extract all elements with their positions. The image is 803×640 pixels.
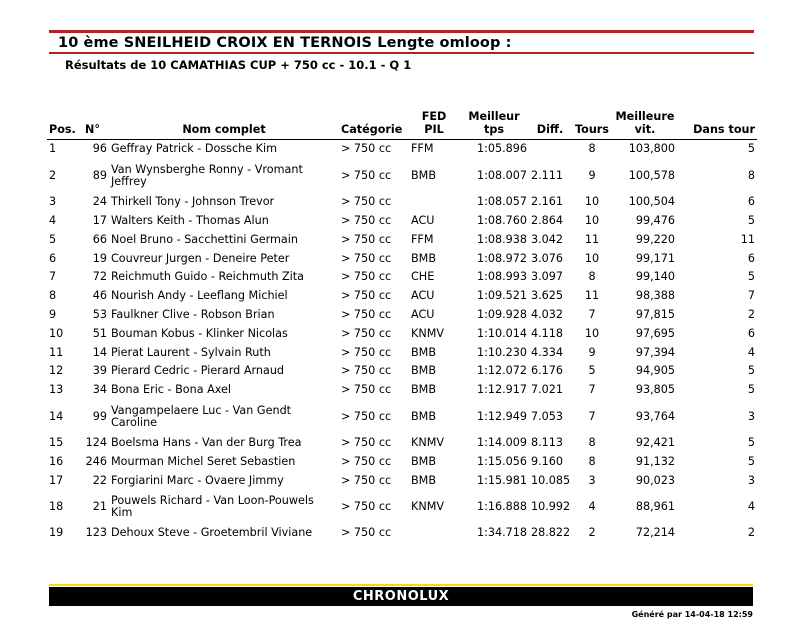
cell-category: > 750 cc [341, 499, 392, 513]
cell-best-speed: 97,815 [635, 307, 675, 321]
cell-in-lap: 3 [747, 473, 755, 487]
cell-best-time: 1:08.057 [476, 195, 527, 209]
cell-pos: 3 [49, 195, 57, 209]
cell-in-lap: 7 [747, 289, 755, 303]
cell-best-time: 1:12.949 [476, 409, 527, 423]
table-row [47, 212, 757, 231]
cell-category: > 750 cc [341, 435, 392, 449]
cell-num: 246 [85, 454, 107, 468]
cell-best-speed: 97,695 [635, 326, 675, 340]
cell-name: Boelsma Hans - Van der Burg Trea [111, 435, 302, 449]
cell-laps: 8 [588, 435, 596, 449]
cell-name: Reichmuth Guido - Reichmuth Zita [111, 270, 305, 284]
cell-in-lap: 6 [747, 326, 755, 340]
cell-laps: 10 [584, 195, 600, 209]
cell-diff: 6.176 [531, 364, 564, 378]
cell-best-time: 1:34.718 [476, 526, 527, 540]
cell-diff: 2.864 [531, 213, 564, 227]
cell-category: > 750 cc [341, 168, 392, 182]
cell-name: Van Wynsberghe Ronny - Vromant Jeffrey [111, 162, 303, 188]
cell-name: Vangampelaere Luc - Van Gendt Caroline [111, 403, 292, 429]
table-row [47, 306, 757, 325]
cell-num: 123 [85, 526, 107, 540]
cell-diff: 4.334 [531, 345, 564, 359]
cell-laps: 7 [588, 307, 596, 321]
cell-best-time: 1:09.521 [476, 289, 527, 303]
cell-laps: 10 [584, 213, 600, 227]
cell-diff: 10.085 [531, 473, 571, 487]
col-header-pos: Pos. [47, 110, 83, 140]
generated-timestamp: Généré par 14-04-18 12:59 [631, 610, 753, 619]
cell-laps: 10 [584, 326, 600, 340]
cell-best-time: 1:08.760 [476, 213, 527, 227]
cell-best-speed: 88,961 [635, 499, 675, 513]
results-body [47, 140, 757, 543]
cell-in-lap: 4 [747, 345, 755, 359]
table-row [47, 193, 757, 212]
table-row [47, 524, 757, 543]
table-row [47, 434, 757, 453]
cell-in-lap: 5 [747, 383, 755, 397]
cell-in-lap: 6 [747, 195, 755, 209]
col-header-in-lap: Dans tour [677, 110, 757, 140]
cell-category: > 750 cc [341, 289, 392, 303]
cell-fed: BMB [411, 345, 437, 359]
table-row [47, 362, 757, 381]
cell-num: 72 [92, 270, 107, 284]
cell-name: Pierat Laurent - Sylvain Ruth [111, 345, 271, 359]
cell-diff: 28.822 [531, 526, 571, 540]
cell-diff: 3.625 [531, 289, 564, 303]
cell-num: 51 [92, 326, 107, 340]
cell-best-speed: 97,394 [635, 345, 675, 359]
cell-best-speed: 100,504 [628, 195, 675, 209]
cell-category: > 750 cc [341, 232, 392, 246]
cell-best-time: 1:08.993 [476, 270, 527, 284]
table-row [47, 159, 757, 193]
cell-best-time: 1:09.928 [476, 307, 527, 321]
cell-name: Forgiarini Marc - Ovaere Jimmy [111, 473, 284, 487]
cell-best-time: 1:08.972 [476, 251, 527, 265]
cell-num: 96 [92, 142, 107, 156]
cell-name: Bona Eric - Bona Axel [111, 383, 232, 397]
cell-diff: 3.042 [531, 232, 564, 246]
cell-num: 99 [92, 409, 107, 423]
cell-name: Thirkell Tony - Johnson Trevor [111, 195, 275, 209]
title-top-rule [49, 30, 754, 33]
table-row [47, 471, 757, 490]
cell-pos: 5 [49, 232, 57, 246]
cell-num: 66 [92, 232, 107, 246]
cell-best-time: 1:15.981 [476, 473, 527, 487]
cell-num: 53 [92, 307, 107, 321]
cell-name: Nourish Andy - Leeflang Michiel [111, 289, 288, 303]
table-row [47, 249, 757, 268]
cell-num: 34 [92, 383, 107, 397]
cell-name: Mourman Michel Seret Sebastien [111, 454, 296, 468]
cell-pos: 7 [49, 270, 57, 284]
cell-fed: BMB [411, 383, 437, 397]
cell-fed: BMB [411, 409, 437, 423]
cell-fed: ACU [411, 213, 435, 227]
cell-best-speed: 98,388 [635, 289, 675, 303]
cell-laps: 2 [588, 526, 596, 540]
cell-in-lap: 5 [747, 270, 755, 284]
cell-pos: 18 [49, 499, 64, 513]
table-row [47, 140, 757, 159]
cell-best-time: 1:10.014 [476, 326, 527, 340]
cell-pos: 9 [49, 307, 57, 321]
cell-pos: 12 [49, 364, 64, 378]
cell-pos: 15 [49, 435, 64, 449]
col-header-diff: Diff. [529, 110, 571, 140]
col-header-name: Nom complet [109, 110, 339, 140]
table-row [47, 324, 757, 343]
page-subtitle: Résultats de 10 CAMATHIAS CUP + 750 cc - 10.1 - Q 1 [65, 58, 412, 72]
cell-in-lap: 2 [747, 307, 755, 321]
cell-in-lap: 3 [747, 409, 755, 423]
col-header-fed: FED PIL [409, 110, 459, 140]
cell-num: 19 [92, 251, 107, 265]
cell-best-speed: 103,800 [628, 142, 675, 156]
cell-in-lap: 5 [747, 454, 755, 468]
cell-best-time: 1:14.009 [476, 435, 527, 449]
cell-best-speed: 72,214 [635, 526, 675, 540]
cell-category: > 750 cc [341, 326, 392, 340]
cell-name: Geffray Patrick - Dossche Kim [111, 142, 278, 156]
cell-fed: CHE [411, 270, 435, 284]
cell-laps: 5 [588, 364, 596, 378]
cell-num: 46 [92, 289, 107, 303]
cell-diff [529, 140, 571, 159]
cell-name: Dehoux Steve - Groetembril Viviane [111, 526, 313, 540]
cell-category: > 750 cc [341, 409, 392, 423]
cell-category: > 750 cc [341, 454, 392, 468]
cell-name: Bouman Kobus - Klinker Nicolas [111, 326, 288, 340]
col-header-best-time: Meilleur tps [459, 110, 529, 140]
cell-fed [409, 524, 459, 543]
cell-name: Couvreur Jurgen - Deneire Peter [111, 251, 290, 265]
cell-laps: 3 [588, 473, 596, 487]
footer-brand: CHRONOLUX [49, 587, 753, 606]
cell-in-lap: 4 [747, 499, 755, 513]
cell-fed: BMB [411, 251, 437, 265]
cell-category: > 750 cc [341, 473, 392, 487]
cell-fed: KNMV [411, 499, 445, 513]
cell-in-lap: 11 [740, 232, 755, 246]
cell-laps: 11 [584, 232, 600, 246]
cell-in-lap: 5 [747, 142, 755, 156]
cell-num: 39 [92, 364, 107, 378]
cell-name: Faulkner Clive - Robson Brian [111, 307, 275, 321]
cell-laps: 9 [588, 168, 596, 182]
cell-pos: 17 [49, 473, 64, 487]
cell-diff: 4.032 [531, 307, 564, 321]
cell-fed: BMB [411, 473, 437, 487]
cell-best-time: 1:12.917 [476, 383, 527, 397]
cell-fed [409, 193, 459, 212]
cell-name: Pierard Cedric - Pierard Arnaud [111, 364, 285, 378]
cell-laps: 8 [588, 454, 596, 468]
cell-category: > 750 cc [341, 270, 392, 284]
cell-fed: KNMV [411, 326, 445, 340]
cell-diff: 3.076 [531, 251, 564, 265]
cell-category: > 750 cc [341, 345, 392, 359]
cell-category: > 750 cc [341, 213, 392, 227]
cell-best-speed: 90,023 [635, 473, 675, 487]
cell-best-speed: 92,421 [635, 435, 675, 449]
cell-laps: 4 [588, 499, 596, 513]
cell-best-time: 1:05.896 [476, 142, 527, 156]
col-header-laps: Tours [571, 110, 613, 140]
table-header-row [47, 110, 757, 140]
cell-best-time: 1:10.230 [476, 345, 527, 359]
cell-name: Walters Keith - Thomas Alun [111, 213, 269, 227]
cell-best-speed: 93,805 [635, 383, 675, 397]
cell-best-speed: 94,905 [635, 364, 675, 378]
cell-laps: 8 [588, 142, 596, 156]
cell-num: 21 [92, 499, 107, 513]
col-header-best-speed: Meilleure vit. [613, 110, 677, 140]
footer-rule [49, 584, 753, 586]
page-title: 10 ème SNEILHEID CROIX EN TERNOIS Lengte omloop : [58, 35, 512, 51]
cell-pos: 1 [49, 142, 57, 156]
cell-fed: ACU [411, 289, 435, 303]
cell-pos: 6 [49, 251, 57, 265]
cell-diff: 7.021 [531, 383, 564, 397]
cell-category: > 750 cc [341, 383, 392, 397]
cell-num: 17 [92, 213, 107, 227]
table-row [47, 381, 757, 400]
cell-diff: 2.161 [531, 195, 564, 209]
cell-category: > 750 cc [341, 307, 392, 321]
cell-category: > 750 cc [341, 195, 392, 209]
cell-laps: 7 [588, 383, 596, 397]
cell-in-lap: 5 [747, 213, 755, 227]
cell-category: > 750 cc [341, 251, 392, 265]
cell-pos: 13 [49, 383, 64, 397]
cell-fed: BMB [411, 454, 437, 468]
cell-pos: 19 [49, 526, 64, 540]
cell-diff: 8.113 [531, 435, 564, 449]
cell-best-speed: 99,220 [635, 232, 675, 246]
cell-best-speed: 99,476 [635, 213, 675, 227]
cell-diff: 7.053 [531, 409, 564, 423]
cell-laps: 7 [588, 409, 596, 423]
cell-in-lap: 6 [747, 251, 755, 265]
cell-pos: 10 [49, 326, 64, 340]
cell-fed: ACU [411, 307, 435, 321]
cell-category: > 750 cc [341, 142, 392, 156]
table-row [47, 343, 757, 362]
cell-diff: 10.992 [531, 499, 571, 513]
cell-pos: 2 [49, 168, 57, 182]
cell-best-speed: 100,578 [628, 168, 675, 182]
cell-pos: 4 [49, 213, 57, 227]
cell-num: 22 [92, 473, 107, 487]
cell-category: > 750 cc [341, 364, 392, 378]
cell-best-time: 1:12.072 [476, 364, 527, 378]
cell-fed: BMB [411, 168, 437, 182]
results-table [47, 110, 757, 543]
col-header-category: Catégorie [339, 110, 409, 140]
cell-diff: 2.111 [531, 168, 564, 182]
table-row [47, 400, 757, 434]
cell-num: 124 [85, 435, 107, 449]
cell-laps: 8 [588, 270, 596, 284]
cell-name: Noel Bruno - Sacchettini Germain [111, 232, 298, 246]
cell-laps: 9 [588, 345, 596, 359]
cell-best-time: 1:08.007 [476, 168, 527, 182]
cell-laps: 11 [584, 289, 600, 303]
cell-pos: 14 [49, 409, 64, 423]
cell-name: Pouwels Richard - Van Loon-Pouwels Kim [111, 493, 314, 519]
table-row [47, 230, 757, 249]
cell-category: > 750 cc [341, 526, 392, 540]
col-header-num: N° [83, 110, 109, 140]
table-row [47, 490, 757, 524]
cell-best-time: 1:15.056 [476, 454, 527, 468]
cell-best-speed: 93,764 [635, 409, 675, 423]
cell-fed: FFM [411, 232, 434, 246]
cell-best-time: 1:08.938 [476, 232, 527, 246]
cell-best-speed: 91,132 [635, 454, 675, 468]
title-bottom-rule [49, 52, 754, 54]
cell-best-time: 1:16.888 [476, 499, 527, 513]
cell-diff: 9.160 [531, 454, 564, 468]
cell-fed: KNMV [411, 435, 445, 449]
table-row [47, 452, 757, 471]
cell-best-speed: 99,171 [635, 251, 675, 265]
cell-diff: 4.118 [531, 326, 564, 340]
cell-in-lap: 5 [747, 364, 755, 378]
cell-pos: 8 [49, 289, 57, 303]
cell-laps: 10 [584, 251, 600, 265]
table-row [47, 287, 757, 306]
cell-in-lap: 2 [747, 526, 755, 540]
cell-fed: FFM [411, 142, 434, 156]
cell-num: 14 [92, 345, 107, 359]
cell-best-speed: 99,140 [635, 270, 675, 284]
cell-num: 89 [92, 168, 107, 182]
table-row [47, 268, 757, 287]
cell-diff: 3.097 [531, 270, 564, 284]
cell-in-lap: 5 [747, 435, 755, 449]
cell-pos: 16 [49, 454, 64, 468]
cell-pos: 11 [49, 345, 64, 359]
cell-num: 24 [92, 195, 107, 209]
cell-fed: BMB [411, 364, 437, 378]
cell-in-lap: 8 [747, 168, 755, 182]
